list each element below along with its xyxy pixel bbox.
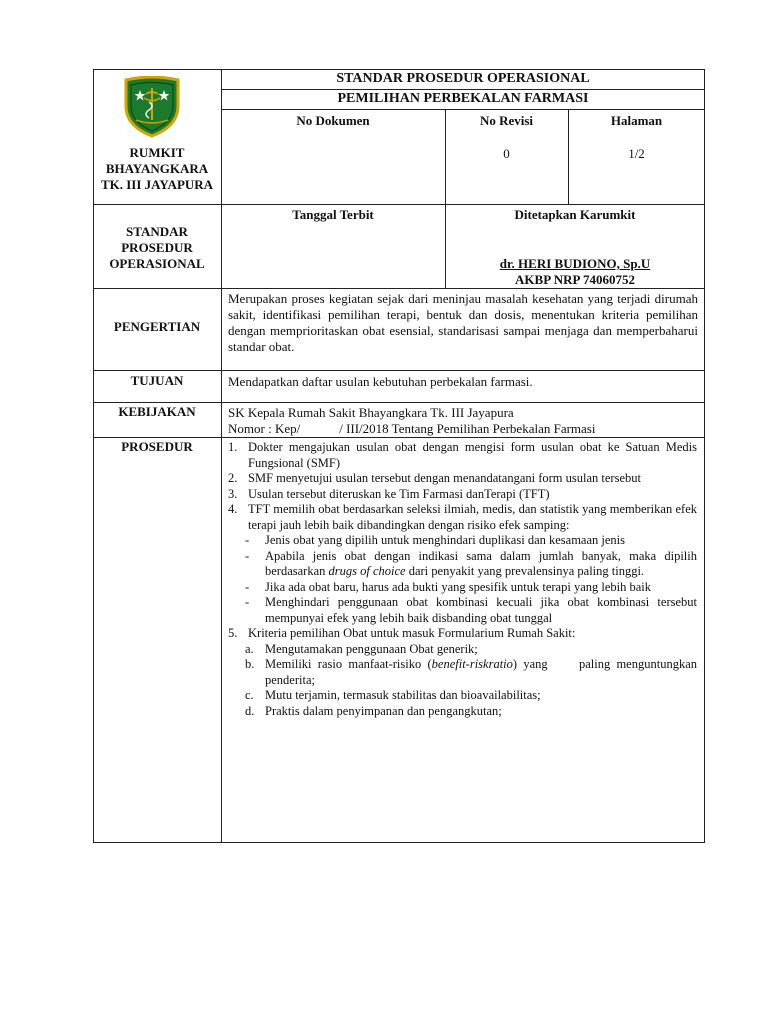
rule xyxy=(221,109,705,110)
dash-marker: - xyxy=(245,548,250,563)
sub-item-text: Memiliki rasio manfaat-risiko ( xyxy=(265,657,432,671)
rule xyxy=(93,204,705,205)
sub-item-text: Mutu terjamin, termasuk stabilitas dan bioavailabilitas; xyxy=(265,688,541,702)
policy-line: SK Kepala Rumah Sakit Bhayangkara Tk. III Jayapura xyxy=(228,405,514,420)
rule xyxy=(93,370,705,371)
definition-label: PENGERTIAN xyxy=(113,319,201,334)
sub-item xyxy=(228,642,697,658)
sub-item xyxy=(228,657,701,688)
sub-item xyxy=(228,549,697,580)
border-top xyxy=(93,69,705,70)
doc-title: STANDAR PROSEDUR OPERASIONAL xyxy=(336,71,590,86)
institution-line: BHAYANGKARA xyxy=(105,161,209,176)
definition-text: Merupakan proses kegiatan sejak dari meninjau masalah kesehatan yang terjadi dirumah sakit, identifikasi pemilihan terapi, bentuk dan dosis, menentukan kriteria pemilihan dengan memprioritaskan obat esensial, standarisasi sampai menjaga dan memperbaharui standar obat. xyxy=(228,291,698,354)
page-value: 1/2 xyxy=(628,146,645,161)
doc-number-label: No Dokumen xyxy=(296,113,370,128)
dash-marker: - xyxy=(245,533,250,547)
step-number: 4. xyxy=(228,502,238,516)
step-text: SMF menyetujui usulan tersebut dengan menandatangani form usulan tersebut xyxy=(248,471,641,485)
sub-item-text: Praktis dalam penyimpanan dan pengangkutan; xyxy=(265,703,502,718)
sop-label-line: OPERASIONAL xyxy=(109,256,205,271)
dash-marker: - xyxy=(245,579,250,594)
rule xyxy=(221,89,705,90)
sub-item xyxy=(228,533,697,549)
procedure-step xyxy=(228,502,697,533)
sub-item-text: ) yang paling menguntungkan penderita; xyxy=(265,657,701,687)
sop-label xyxy=(93,224,221,272)
procedure-step xyxy=(228,471,697,487)
sub-item-text: Mengutamakan penggunaan Obat generik; xyxy=(265,641,478,656)
sub-item-text: Apabila jenis obat dengan indikasi sama dalam jumlah banyak, maka dipilih berdasarkan xyxy=(265,548,697,578)
signer-rank: AKBP NRP 74060752 xyxy=(515,272,635,287)
sub-item xyxy=(228,580,697,596)
rule xyxy=(93,288,705,289)
step-text: Usulan tersebut diteruskan ke Tim Farmasi danTerapi (TFT) xyxy=(248,486,550,501)
revision-label: No Revisi xyxy=(479,113,534,128)
institution-name xyxy=(93,145,221,193)
institution-line: TK. III JAYAPURA xyxy=(100,177,214,192)
border-bottom xyxy=(93,842,705,843)
sub-item-text: Jenis obat yang dipilih untuk menghindari duplikasi dan kesamaan jenis xyxy=(265,533,626,547)
sub-item xyxy=(228,688,697,704)
sop-label-line: PROSEDUR xyxy=(121,240,193,255)
sub-item-text: dari penyakit yang prevalensinya paling tinggi. xyxy=(405,564,645,578)
step-text: Dokter mengajukan usulan obat dengan mengisi form usulan obat ke Satuan Medis Fungsional (SMF) xyxy=(248,440,697,470)
procedure-step xyxy=(228,487,697,503)
rule xyxy=(93,402,705,403)
column-divider xyxy=(221,69,222,843)
step-text: Kriteria pemilihan Obat untuk masuk Formularium Rumah Sakit: xyxy=(248,626,576,640)
sop-label-line: STANDAR xyxy=(126,224,188,239)
procedure-step xyxy=(228,626,697,642)
policy-label: KEBIJAKAN xyxy=(118,404,196,419)
step-number: 3. xyxy=(228,486,238,501)
letter-marker: a. xyxy=(245,641,254,656)
rule xyxy=(93,437,705,438)
institution-line: RUMKIT xyxy=(129,145,185,160)
signer-name xyxy=(445,256,705,272)
issue-date-label: Tanggal Terbit xyxy=(292,207,374,222)
purpose-text: Mendapatkan daftar usulan kebutuhan perbekalan farmasi. xyxy=(228,374,533,389)
border-right xyxy=(704,69,705,843)
shield-icon xyxy=(122,76,182,138)
signer-name-text: dr. HERI BUDIONO, Sp.U xyxy=(499,256,651,271)
sub-item xyxy=(228,704,697,720)
step-number: 2. xyxy=(228,471,238,485)
step-number: 5. xyxy=(228,626,238,640)
letter-marker: c. xyxy=(245,688,254,702)
policy-line: Nomor : Kep/ / III/2018 Tentang Pemilihan Perbekalan Farmasi xyxy=(228,421,596,436)
sub-item-emphasis: benefit-riskratio xyxy=(431,657,513,671)
revision-value: 0 xyxy=(503,146,510,161)
policy-text xyxy=(228,405,698,437)
sub-item-emphasis: drugs of choice xyxy=(328,564,406,578)
procedure-label: PROSEDUR xyxy=(121,439,193,454)
letter-marker: d. xyxy=(245,703,255,718)
sub-item xyxy=(228,595,697,626)
sub-item-text: Jika ada obat baru, harus ada bukti yang spesifik untuk terapi yang lebih baik xyxy=(265,579,652,594)
approved-by-label: Ditetapkan Karumkit xyxy=(514,207,636,222)
purpose-label: TUJUAN xyxy=(130,373,184,388)
dash-marker: - xyxy=(245,595,250,609)
step-number: 1. xyxy=(228,440,238,454)
letter-marker: b. xyxy=(245,657,255,671)
police-logo xyxy=(122,76,182,138)
step-text: TFT memilih obat berdasarkan seleksi ilmiah, medis, dan statistik yang memberikan efek terapi jauh lebih baik dibandingkan dengan risiko efek samping: xyxy=(248,502,697,532)
procedure-steps xyxy=(228,440,701,719)
sub-item-text: Menghindari penggunaan obat kombinasi kecuali jika obat kombinasi tersebut mempunyai efek yang lebih baik disbanding obat tunggal xyxy=(265,595,697,625)
procedure-step xyxy=(228,440,697,471)
page-label: Halaman xyxy=(610,113,663,128)
doc-subtitle: PEMILIHAN PERBEKALAN FARMASI xyxy=(337,91,589,106)
